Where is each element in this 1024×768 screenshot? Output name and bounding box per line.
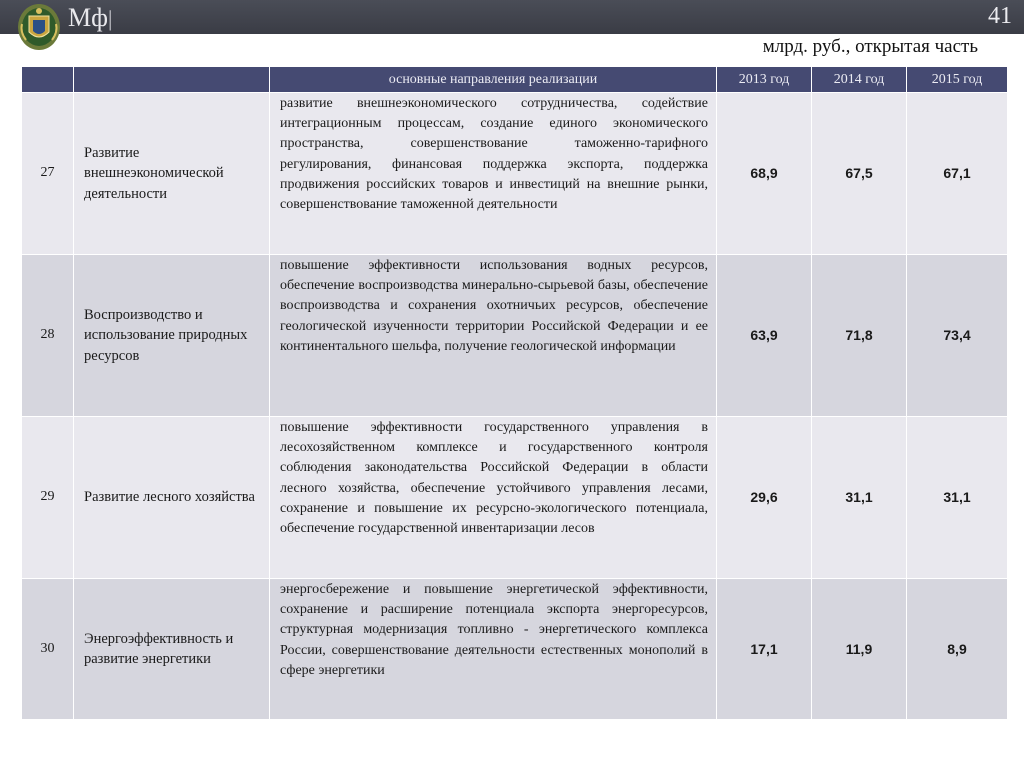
coat-of-arms-logo-icon	[16, 2, 62, 52]
col-header-program	[74, 67, 270, 93]
top-bar	[0, 0, 1024, 34]
col-header-2013: 2013 год	[717, 67, 812, 93]
page-number: 41	[988, 3, 1012, 29]
row-number: 29	[22, 417, 74, 579]
program-name: Энергоэффективность и развитие энергетики	[74, 579, 270, 720]
value-2015: 31,1	[907, 417, 1008, 579]
logo-letters: Мф	[68, 3, 108, 32]
value-2015: 73,4	[907, 255, 1008, 417]
row-number: 28	[22, 255, 74, 417]
value-2013: 17,1	[717, 579, 812, 720]
logo-text	[68, 3, 112, 34]
table-row	[22, 579, 1008, 720]
program-directions: повышение эффективности государственного управления в лесохозяйственном комплексе и государственного контроля соблюдения законодательства Российской Федерации в области лесного хозяйства, обеспечение устойчивого управления лесами, сохранение и повышение их ресурсно-экологического потенциала, обеспечение государственной инвентаризации лесов	[270, 417, 717, 579]
col-header-directions: основные направления реализации	[270, 67, 717, 93]
value-2014: 11,9	[812, 579, 907, 720]
col-header-number	[22, 67, 74, 93]
program-directions: энергосбережение и повышение энергетической эффективности, сохранение и расширение потенциала экспорта энергоресурсов, структурная модернизация топливно - энергетического комплекса России, совершенствование деятельности естественных монополий в сфере энергетики	[270, 579, 717, 720]
value-2013: 29,6	[717, 417, 812, 579]
program-directions: развитие внешнеэкономического сотрудничества, содействие интеграционным процессам, создание единого экономического пространства, совершенствование таможенно-тарифного регулирования, финансовая поддержка экспорта, поддержка продвижения российских товаров и инвестиций на внешние рынки, совершенствование таможенной деятельности	[270, 93, 717, 255]
value-2015: 8,9	[907, 579, 1008, 720]
program-name: Воспроизводство и использование природных ресурсов	[74, 255, 270, 417]
table-row	[22, 93, 1008, 255]
value-2014: 67,5	[812, 93, 907, 255]
program-name: Развитие лесного хозяйства	[74, 417, 270, 579]
table-row	[22, 417, 1008, 579]
budget-table	[21, 66, 1008, 720]
value-2015: 67,1	[907, 93, 1008, 255]
row-number: 27	[22, 93, 74, 255]
program-name: Развитие внешнеэкономической деятельности	[74, 93, 270, 255]
table-header-row	[22, 67, 1008, 93]
value-2013: 68,9	[717, 93, 812, 255]
value-2014: 31,1	[812, 417, 907, 579]
col-header-2015: 2015 год	[907, 67, 1008, 93]
program-directions: повышение эффективности использования водных ресурсов, обеспечение воспроизводства минерально-сырьевой базы, обеспечение воспроизводства и сохранения охотничьих ресурсов, обеспечение геологической изученности территории Российской Федерации и ее континентального шельфа, получение геологической информации	[270, 255, 717, 417]
row-number: 30	[22, 579, 74, 720]
units-caption: млрд. руб., открытая часть	[762, 36, 978, 57]
value-2014: 71,8	[812, 255, 907, 417]
table-row	[22, 255, 1008, 417]
value-2013: 63,9	[717, 255, 812, 417]
logo-separator: |	[107, 6, 113, 31]
col-header-2014: 2014 год	[812, 67, 907, 93]
